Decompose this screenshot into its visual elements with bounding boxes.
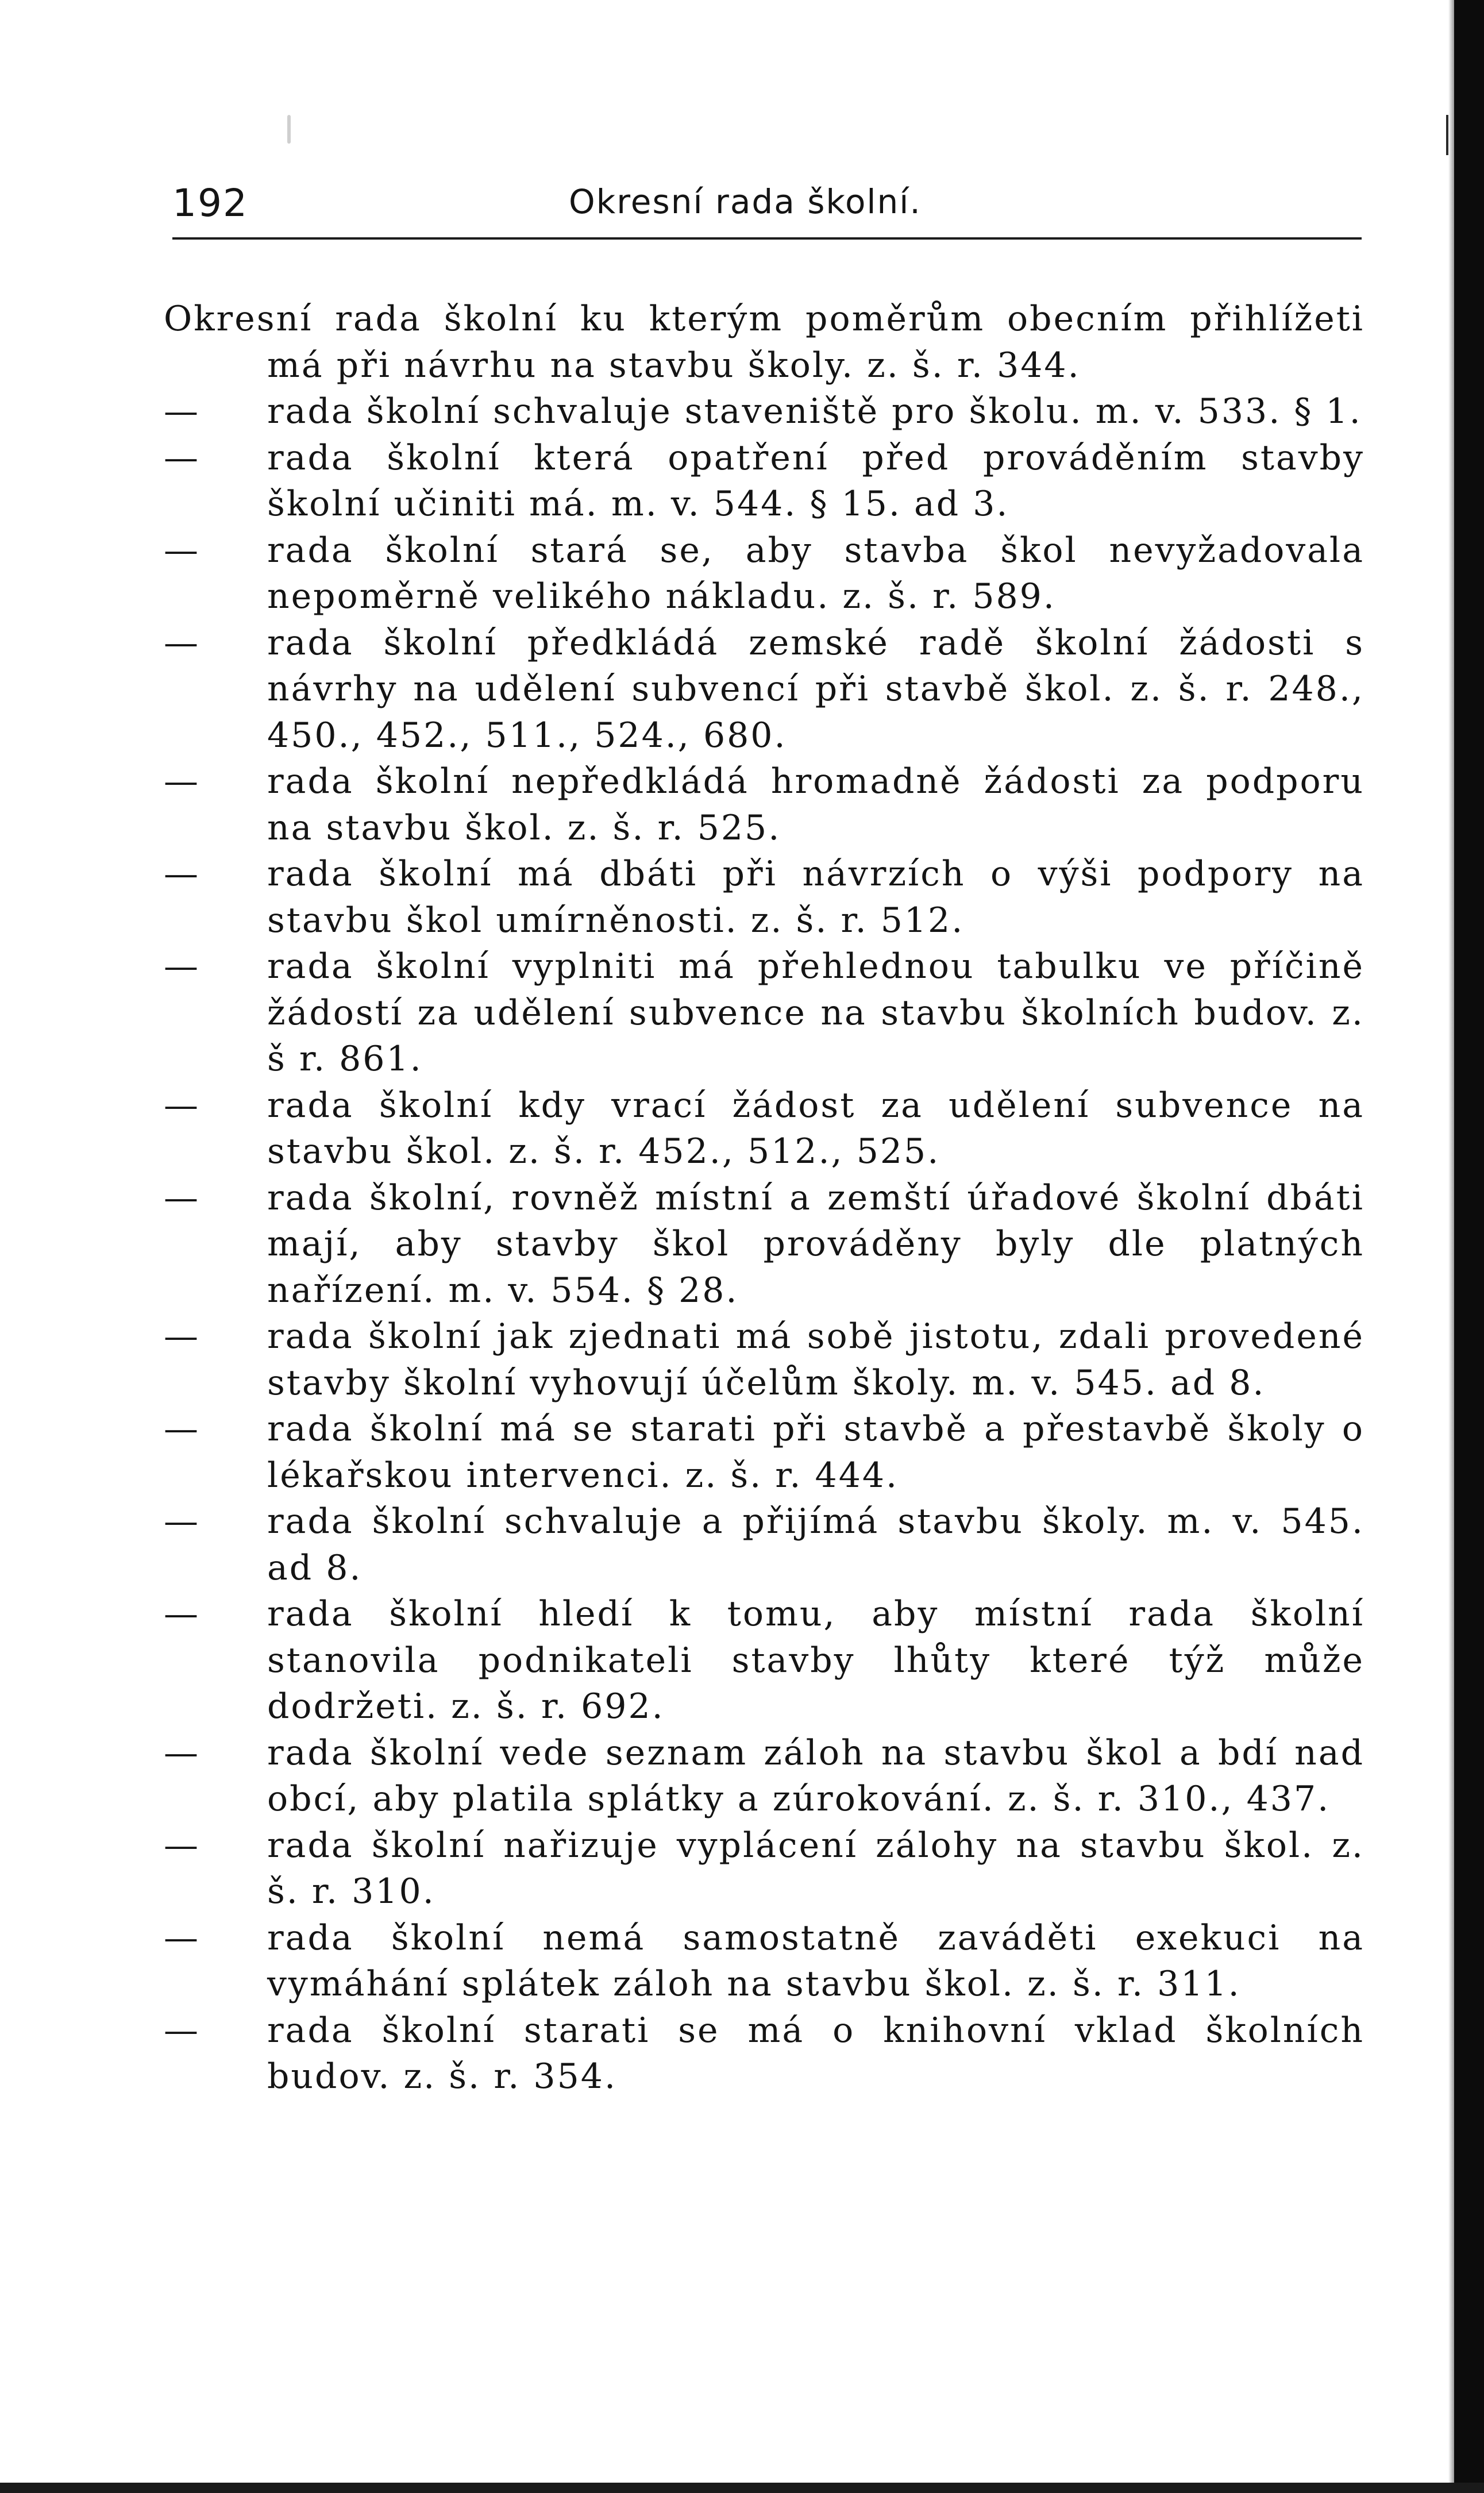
- scan-border-right: [1454, 0, 1484, 2493]
- index-entry: [164, 527, 1364, 620]
- entry-dash: —: [164, 391, 198, 431]
- index-entries: [164, 296, 1364, 2100]
- index-entry: [164, 1498, 1364, 1591]
- index-entry: [164, 1313, 1364, 1406]
- entry-dash: —: [164, 437, 198, 478]
- entry-text: rada školní schvaluje a přijímá stavbu školy. m. v. 545. ad 8.: [267, 1501, 1364, 1588]
- entry-text: rada školní která opatření před prováděním stavby školní učiniti má. m. v. 544. § 15. ad 3.: [267, 437, 1364, 524]
- entry-dash: —: [164, 854, 198, 894]
- index-entry: [164, 1406, 1364, 1498]
- entry-text: rada školní schvaluje staveniště pro školu. m. v. 533. § 1.: [267, 391, 1362, 431]
- entry-dash: —: [164, 530, 198, 571]
- index-entry: [164, 758, 1364, 851]
- entry-text: Okresní rada školní ku kterým poměrům obecním přihlížeti má při návrhu na stavbu školy. z. š. r. 344.: [164, 299, 1364, 386]
- entry-dash: —: [164, 1501, 198, 1542]
- entry-dash: —: [164, 1177, 198, 1218]
- page-edge-shadow: [1448, 0, 1454, 2493]
- entry-text: rada školní jak zjednati má sobě jistotu, zdali provedené stavby školní vyhovují účelům školy. m. v. 545. ad 8.: [267, 1316, 1364, 1403]
- entry-dash: —: [164, 761, 198, 802]
- index-entry: [164, 1822, 1364, 1915]
- entry-dash: —: [164, 1594, 198, 1634]
- entry-text: rada školní, rovněž místní a zemští úřadové školní dbáti mají, aby stavby škol prováděny byly dle platných nařízení. m. v. 554. § 28.: [267, 1177, 1364, 1311]
- entry-dash: —: [164, 1917, 198, 1958]
- entry-dash: —: [164, 1732, 198, 1773]
- entry-dash: —: [164, 622, 198, 663]
- entry-text: rada školní kdy vrací žádost za udělení subvence na stavbu škol. z. š. r. 452., 512., 525.: [267, 1085, 1364, 1172]
- entry-text: rada školní předkládá zemské radě školní žádosti s návrhy na udělení subvencí při stavbě škol. z. š. r. 248., 450., 452., 511., 524., 680.: [267, 622, 1364, 756]
- entry-dash: —: [164, 946, 198, 987]
- entry-dash: —: [164, 1085, 198, 1126]
- entry-dash: —: [164, 2010, 198, 2051]
- index-entry: [164, 1730, 1364, 1822]
- index-entry: [164, 620, 1364, 759]
- index-entry: [164, 388, 1364, 435]
- entry-dash: —: [164, 1409, 198, 1449]
- running-head: Okresní rada školní.: [569, 182, 922, 221]
- header-rule: [172, 237, 1362, 240]
- entry-text: rada školní starati se má o knihovní vklad školních budov. z. š. r. 354.: [267, 2010, 1364, 2097]
- index-entry: [164, 2007, 1364, 2100]
- index-entry: [164, 851, 1364, 943]
- entry-text: rada školní hledí k tomu, aby místní rada školní stanovila podnikateli stavby lhůty které týž může dodržeti. z. š. r. 692.: [267, 1594, 1364, 1727]
- index-entry: [164, 1591, 1364, 1730]
- entry-text: rada školní vyplniti má přehlednou tabulku ve příčině žádostí za udělení subvence na stavbu školních budov. z. š r. 861.: [267, 946, 1364, 1079]
- entry-text: rada školní má se starati při stavbě a přestavbě školy o lékařskou intervenci. z. š. r. 444.: [267, 1409, 1364, 1496]
- entry-dash: —: [164, 1825, 198, 1866]
- index-entry: [164, 1082, 1364, 1175]
- entry-text: rada školní má dbáti při návrzích o výši podpory na stavbu škol umírněnosti. z. š. r. 512.: [267, 854, 1364, 941]
- page-number: 192: [172, 181, 248, 225]
- index-entry: [164, 296, 1364, 388]
- entry-text: rada školní vede seznam záloh na stavbu škol a bdí nad obcí, aby platila splátky a zúrokování. z. š. r. 310., 437.: [267, 1732, 1364, 1819]
- page-header: [172, 169, 1362, 233]
- entry-text: rada školní stará se, aby stavba škol nevyžadovala nepoměrně velikého nákladu. z. š. r. 589.: [267, 530, 1364, 616]
- index-entry: [164, 435, 1364, 527]
- index-entry: [164, 1915, 1364, 2007]
- entry-text: rada školní nepředkládá hromadně žádosti za podporu na stavbu škol. z. š. r. 525.: [267, 761, 1364, 848]
- entry-dash: —: [164, 1316, 198, 1357]
- entry-text: rada školní nemá samostatně zaváděti exekuci na vymáhání splátek záloh na stavbu škol. z. š. r. 311.: [267, 1917, 1364, 2004]
- index-entry: [164, 1175, 1364, 1314]
- index-entry: [164, 943, 1364, 1082]
- print-smudge: [287, 115, 291, 144]
- scan-border-bottom: [0, 2483, 1484, 2493]
- entry-text: rada školní nařizuje vyplácení zálohy na stavbu škol. z. š. r. 310.: [267, 1825, 1364, 1912]
